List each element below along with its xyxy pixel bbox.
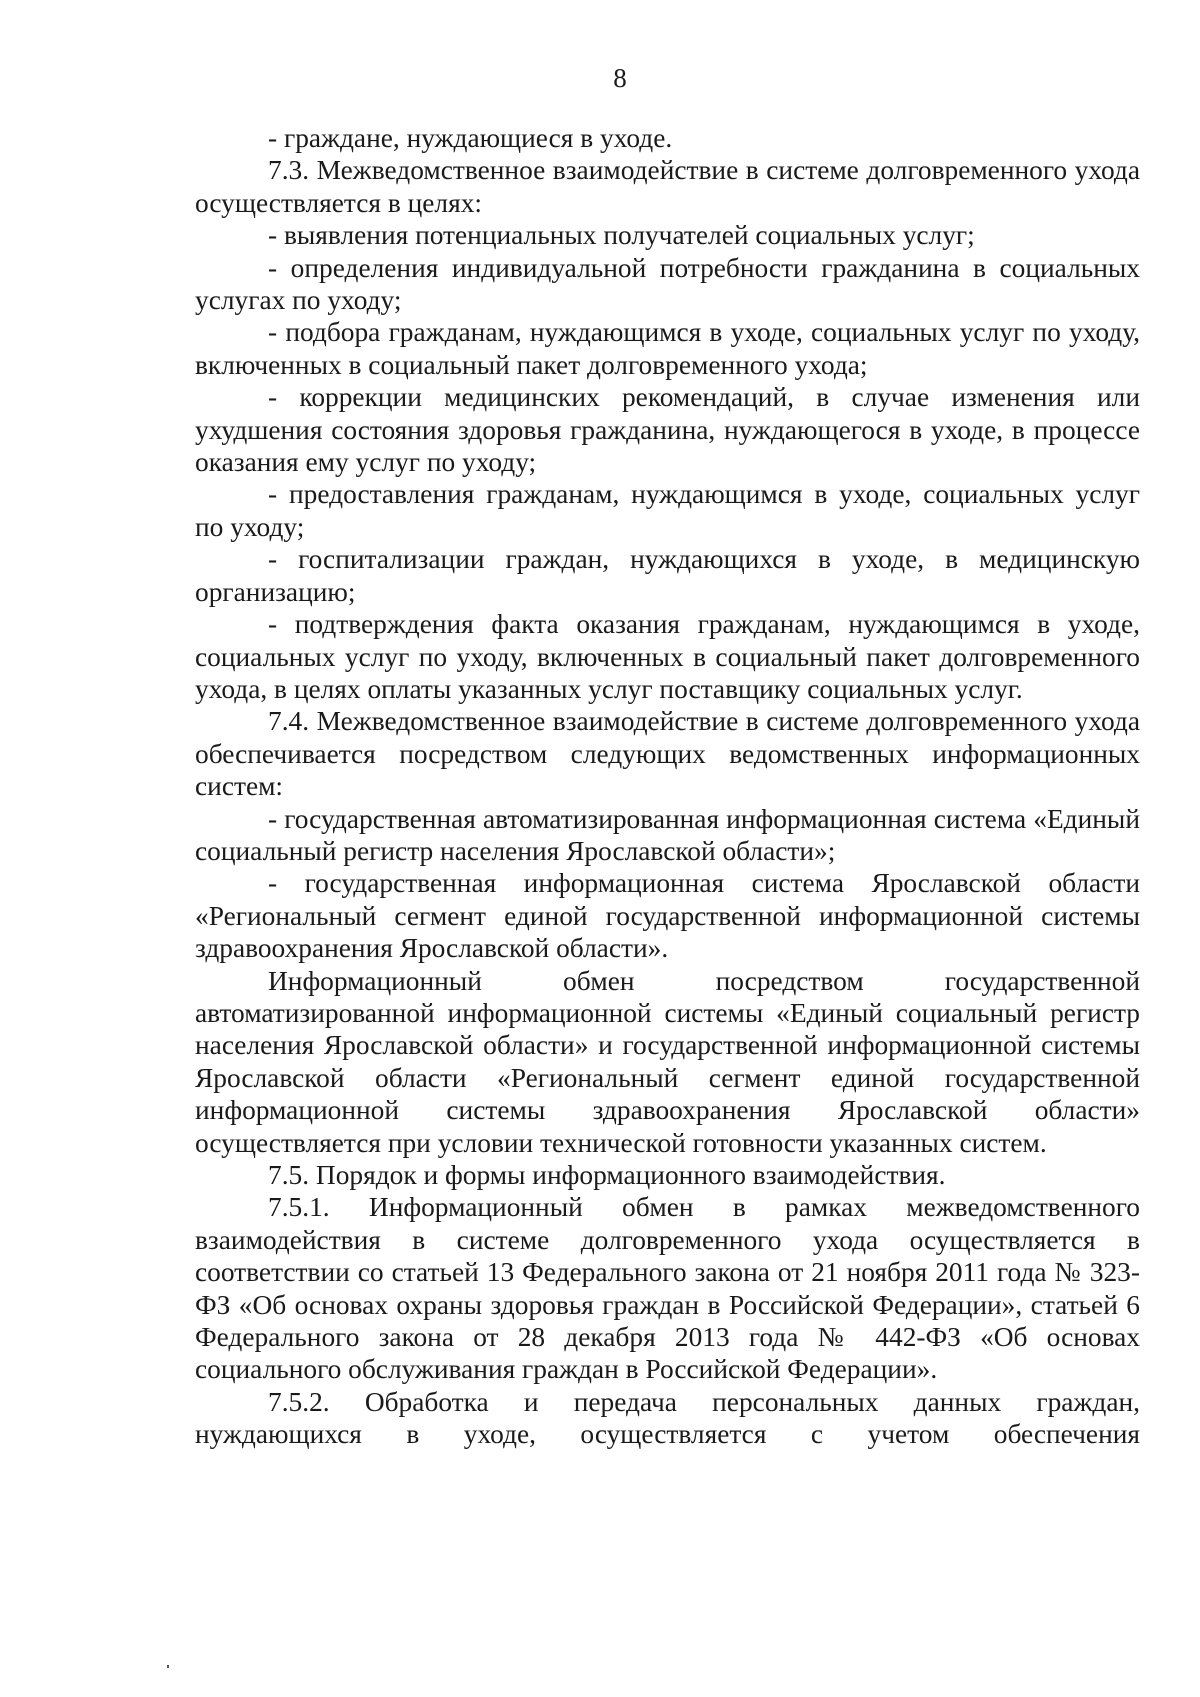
paragraph-7-5: 7.5. Порядок и формы информационного взаимодействия.	[268, 1160, 946, 1190]
paragraph-goal-medical-correction: - коррекции медицинских рекомендаций, в случае изменения или ухудшения состояния здоровья гражданина, нуждающегося в уходе, в процессе оказания ему услуг по уходу;	[195, 382, 1140, 478]
paragraph-goal-hospitalization: - госпитализации граждан, нуждающихся в уходе, в медицинскую организацию;	[195, 544, 1140, 607]
paragraph-goal-identification: - выявления потенциальных получателей социальных услуг;	[268, 220, 975, 251]
scan-speck	[167, 1665, 169, 1668]
paragraph-goal-service-provision: - предоставления гражданам, нуждающимся в уходе, социальных услуг по уходу;	[195, 479, 1140, 542]
paragraph-goal-needs-assessment: - определения индивидуальной потребности гражданина в социальных услугах по уходу;	[195, 252, 1140, 316]
page-number: 8	[613, 63, 627, 93]
document-body	[195, 122, 1140, 1451]
paragraph-7-3: 7.3. Межведомственное взаимодействие в системе долговременного ухода осуществляется в целях:	[195, 155, 1140, 218]
paragraph-7-4: 7.4. Межведомственное взаимодействие в системе долговременного ухода обеспечивается посредством следующих ведомственных информационных систем:	[195, 706, 1140, 802]
paragraph-7-5-2: 7.5.2. Обработка и передача персональных данных граждан, нуждающихся в уходе, осуществляется с учетом обеспечения	[195, 1386, 1140, 1450]
paragraph-goal-service-selection: - подбора гражданам, нуждающимся в уходе, социальных услуг по уходу, включенных в социальный пакет долговременного ухода;	[195, 317, 1140, 380]
paragraph-information-exchange: Информационный обмен посредством государственной автоматизированной информационной системы «Единый социальный регистр населения Ярославской области» и государственной информационной системы Ярославской области «Региональный сегмент единой государственной информационной системы здравоохранения Ярославской области» осуществляется при условии технической готовности указанных систем.	[195, 965, 1140, 1158]
paragraph-goal-confirmation: - подтверждения факта оказания гражданам, нуждающимся в уходе, социальных услуг по уходу, включенных в социальный пакет долговременного ухода, в целях оплаты указанных услуг поставщику социальных услуг.	[195, 609, 1140, 704]
paragraph-system-health-segment: - государственная информационная система Ярославской области «Региональный сегмент единой государственной информационной системы здравоохранения Ярославской области».	[195, 868, 1140, 964]
paragraph-7-5-1: 7.5.1. Информационный обмен в рамках межведомственного взаимодействия в системе долговременного ухода осуществляется в соответствии со статьей 13 Федерального закона от 21 ноября 2011 года № 323-ФЗ «Об основах охраны здоровья граждан в Российской Федерации», статьей 6 Федерального закона от 28 декабря 2013 года № 442-ФЗ «Об основах социального обслуживания граждан в Российской Федерации».	[195, 1192, 1140, 1385]
paragraph-system-social-register: - государственная автоматизированная информационная система «Единый социальный регистр населения Ярославской области»;	[195, 803, 1140, 866]
paragraph-citizens-in-care: - граждане, нуждающиеся в уходе.	[268, 123, 673, 153]
